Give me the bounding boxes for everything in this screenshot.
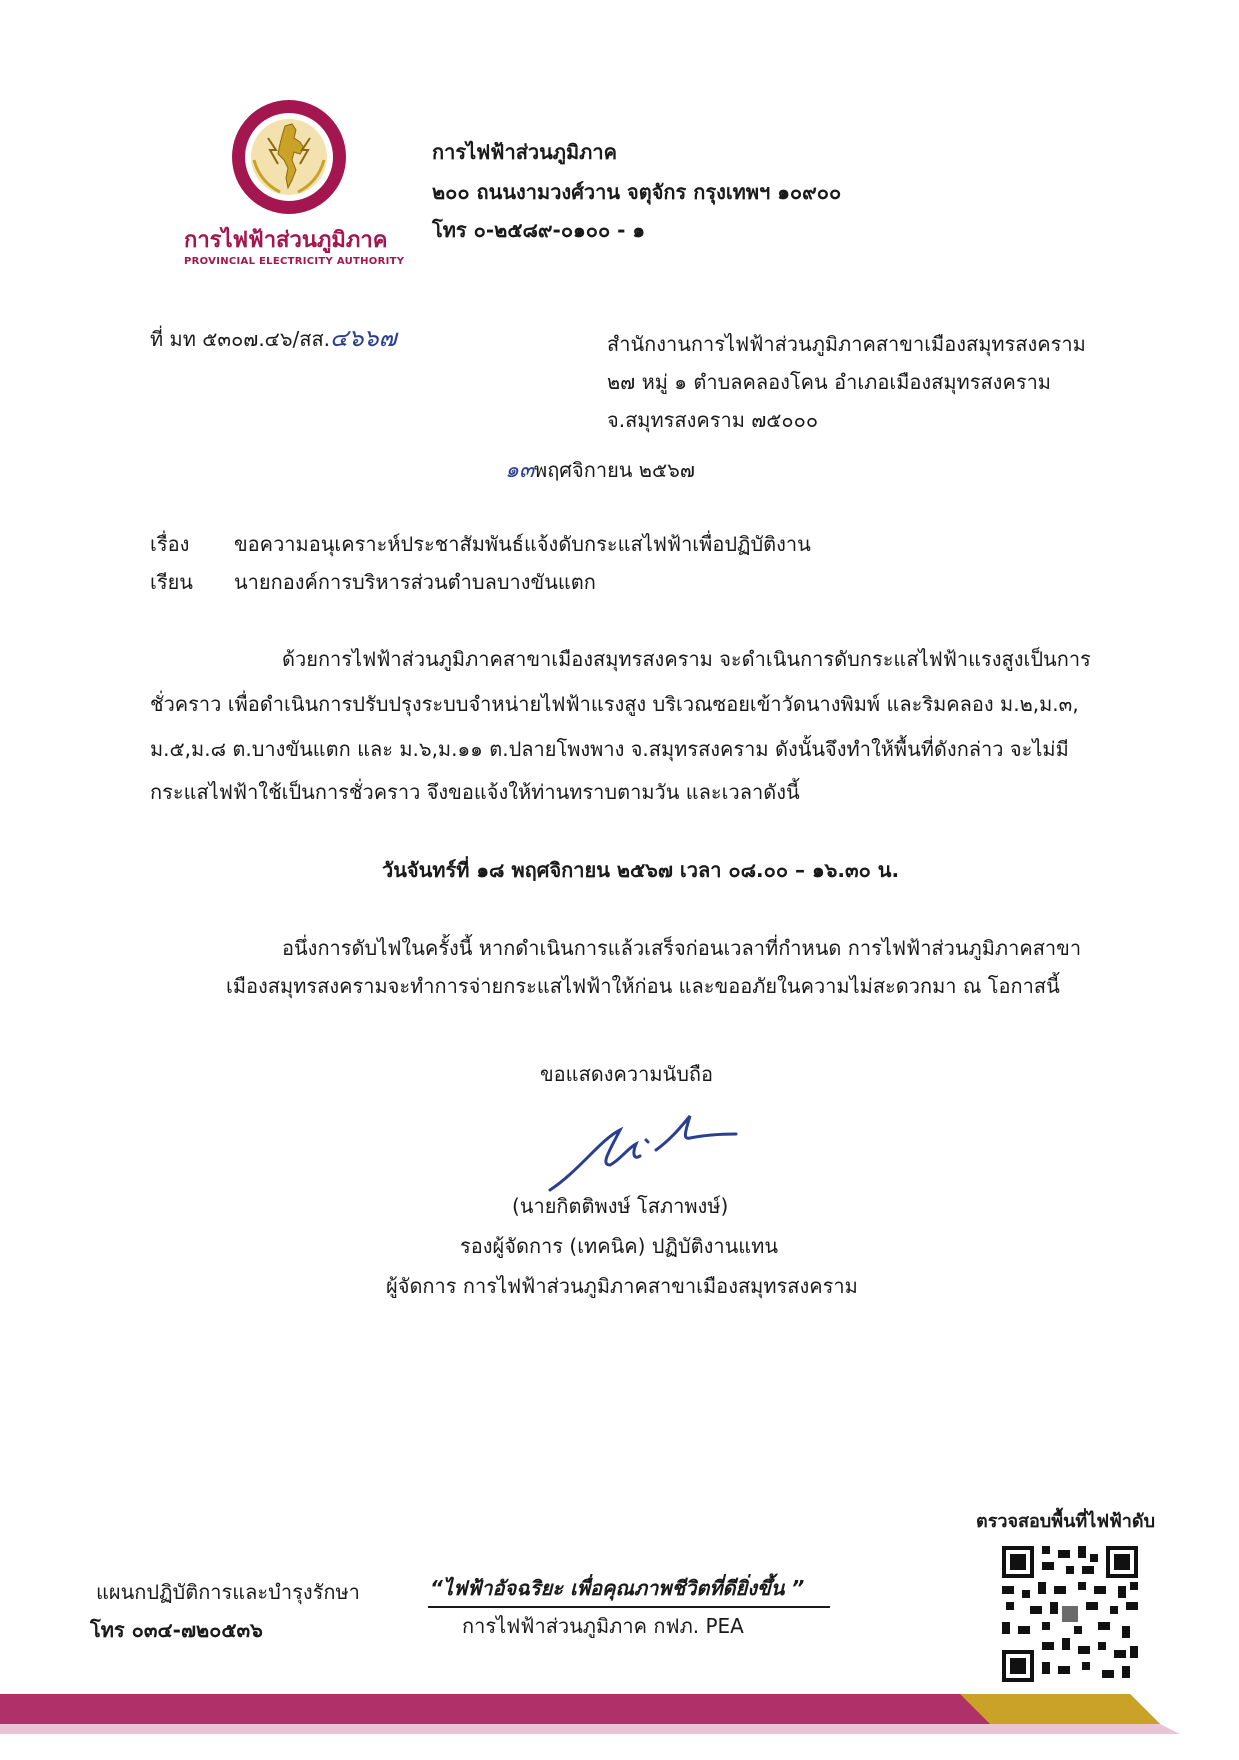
body-para2-line1: อนึ่งการดับไฟในครั้งนี้ หากดำเนินการแล้วเสร็จก่อนเวลาที่กำหนด การไฟฟ้าส่วนภูมิภาคสาขา xyxy=(282,936,1082,960)
sender-phone: โทร ๐-๒๕๘๙-๐๑๐๐ - ๑ xyxy=(432,218,646,242)
branch-address-line2: ๒๗ หมู่ ๑ ตำบลคลองโคน อำเภอเมืองสมุทรสงคราม xyxy=(607,370,1051,394)
closing-text: ขอแสดงความนับถือ xyxy=(540,1062,714,1086)
date-day-handwritten: ๑๓ xyxy=(505,458,535,483)
pea-seal-icon xyxy=(230,98,348,216)
date-month-year: พฤศจิกายน ๒๕๖๗ xyxy=(534,458,695,482)
body-para1-line4: กระแสไฟฟ้าใช้เป็นการชั่วคราว จึงขอแจ้งให้ท่านทราบตามวัน และเวลาดังนี้ xyxy=(150,780,800,804)
body-para2-line2: เมืองสมุทรสงครามจะทำการจ่ายกระแสไฟฟ้าให้ก่อน และขออภัยในความไม่สะดวกมา ณ โอกาสนี้ xyxy=(226,974,1060,998)
body-para1-line3: ม.๕,ม.๘ ต.บางขันแตก และ ม.๖,ม.๑๑ ต.ปลายโพงพาง จ.สมุทรสงคราม ดังนั้นจึงทำให้พื้นที่ดังกล่าว จะไม่มี xyxy=(150,737,1069,761)
letter-date xyxy=(505,456,695,485)
signature-image xyxy=(540,1110,750,1200)
outage-schedule: วันจันทร์ที่ ๑๘ พฤศจิกายน ๒๕๖๗ เวลา ๐๘.๐๐ – ๑๖.๓๐ น. xyxy=(382,858,900,882)
body-para1-line2: ชั่วคราว เพื่อดำเนินการปรับปรุงระบบจำหน่ายไฟฟ้าแรงสูง บริเวณซอยเข้าวัดนางพิมพ์ และริมคลอง ม.๒,ม.๓, xyxy=(150,692,1079,716)
sender-address: ๒๐๐ ถนนงามวงศ์วาน จตุจักร กรุงเทพฯ ๑๐๙๐๐ xyxy=(432,180,842,204)
signatory-name: (นายกิตติพงษ์ โสภาพงษ์) xyxy=(512,1194,729,1218)
signatory-position1: รองผู้จัดการ (เทคนิค) ปฏิบัติงานแทน xyxy=(460,1234,779,1258)
reference-number xyxy=(150,324,397,353)
to-label: เรียน xyxy=(150,570,193,594)
pea-logo xyxy=(178,98,408,288)
footer-color-band xyxy=(0,1694,1239,1734)
reference-prefix: ที่ มท ๕๓๐๗.๔๖/สส. xyxy=(150,327,331,351)
qr-code-icon[interactable] xyxy=(998,1542,1142,1686)
logo-english-name: PROVINCIAL ELECTRICITY AUTHORITY xyxy=(184,256,405,267)
footer-slogan-underline xyxy=(428,1606,830,1608)
logo-thai-name: การไฟฟ้าส่วนภูมิภาค xyxy=(184,228,388,253)
footer-slogan: “ไฟฟ้าอัจฉริยะ เพื่อคุณภาพชีวิตที่ดียิ่งขึ้น ” xyxy=(430,1576,805,1600)
subject-label: เรื่อง xyxy=(150,532,190,556)
signatory-position2: ผู้จัดการ การไฟฟ้าส่วนภูมิภาคสาขาเมืองสมุทรสงคราม xyxy=(386,1274,858,1298)
reference-handwritten-number: ๔๖๖๗ xyxy=(330,324,397,352)
footer-department: แผนกปฏิบัติการและบำรุงรักษา xyxy=(96,1580,360,1604)
body-para1-line1: ด้วยการไฟฟ้าส่วนภูมิภาคสาขาเมืองสมุทรสงคราม จะดำเนินการดับกระแสไฟฟ้าแรงสูงเป็นการ xyxy=(282,647,1091,671)
subject-text: ขอความอนุเคราะห์ประชาสัมพันธ์แจ้งดับกระแสไฟฟ้าเพื่อปฏิบัติงาน xyxy=(234,532,811,556)
sender-org: การไฟฟ้าส่วนภูมิภาค xyxy=(432,140,617,164)
qr-caption: ตรวจสอบพื้นที่ไฟฟ้าดับ xyxy=(976,1511,1156,1532)
to-text: นายกองค์การบริหารส่วนตำบลบางขันแตก xyxy=(234,570,596,594)
footer-department-phone: โทร ๐๓๔-๗๒๐๕๓๖ xyxy=(90,1618,263,1642)
branch-address-line3: จ.สมุทรสงคราม ๗๕๐๐๐ xyxy=(607,408,819,432)
branch-address-line1: สำนักงานการไฟฟ้าส่วนภูมิภาคสาขาเมืองสมุทรสงคราม xyxy=(607,332,1086,356)
footer-slogan-org: การไฟฟ้าส่วนภูมิภาค กฟภ. PEA xyxy=(462,1614,744,1638)
